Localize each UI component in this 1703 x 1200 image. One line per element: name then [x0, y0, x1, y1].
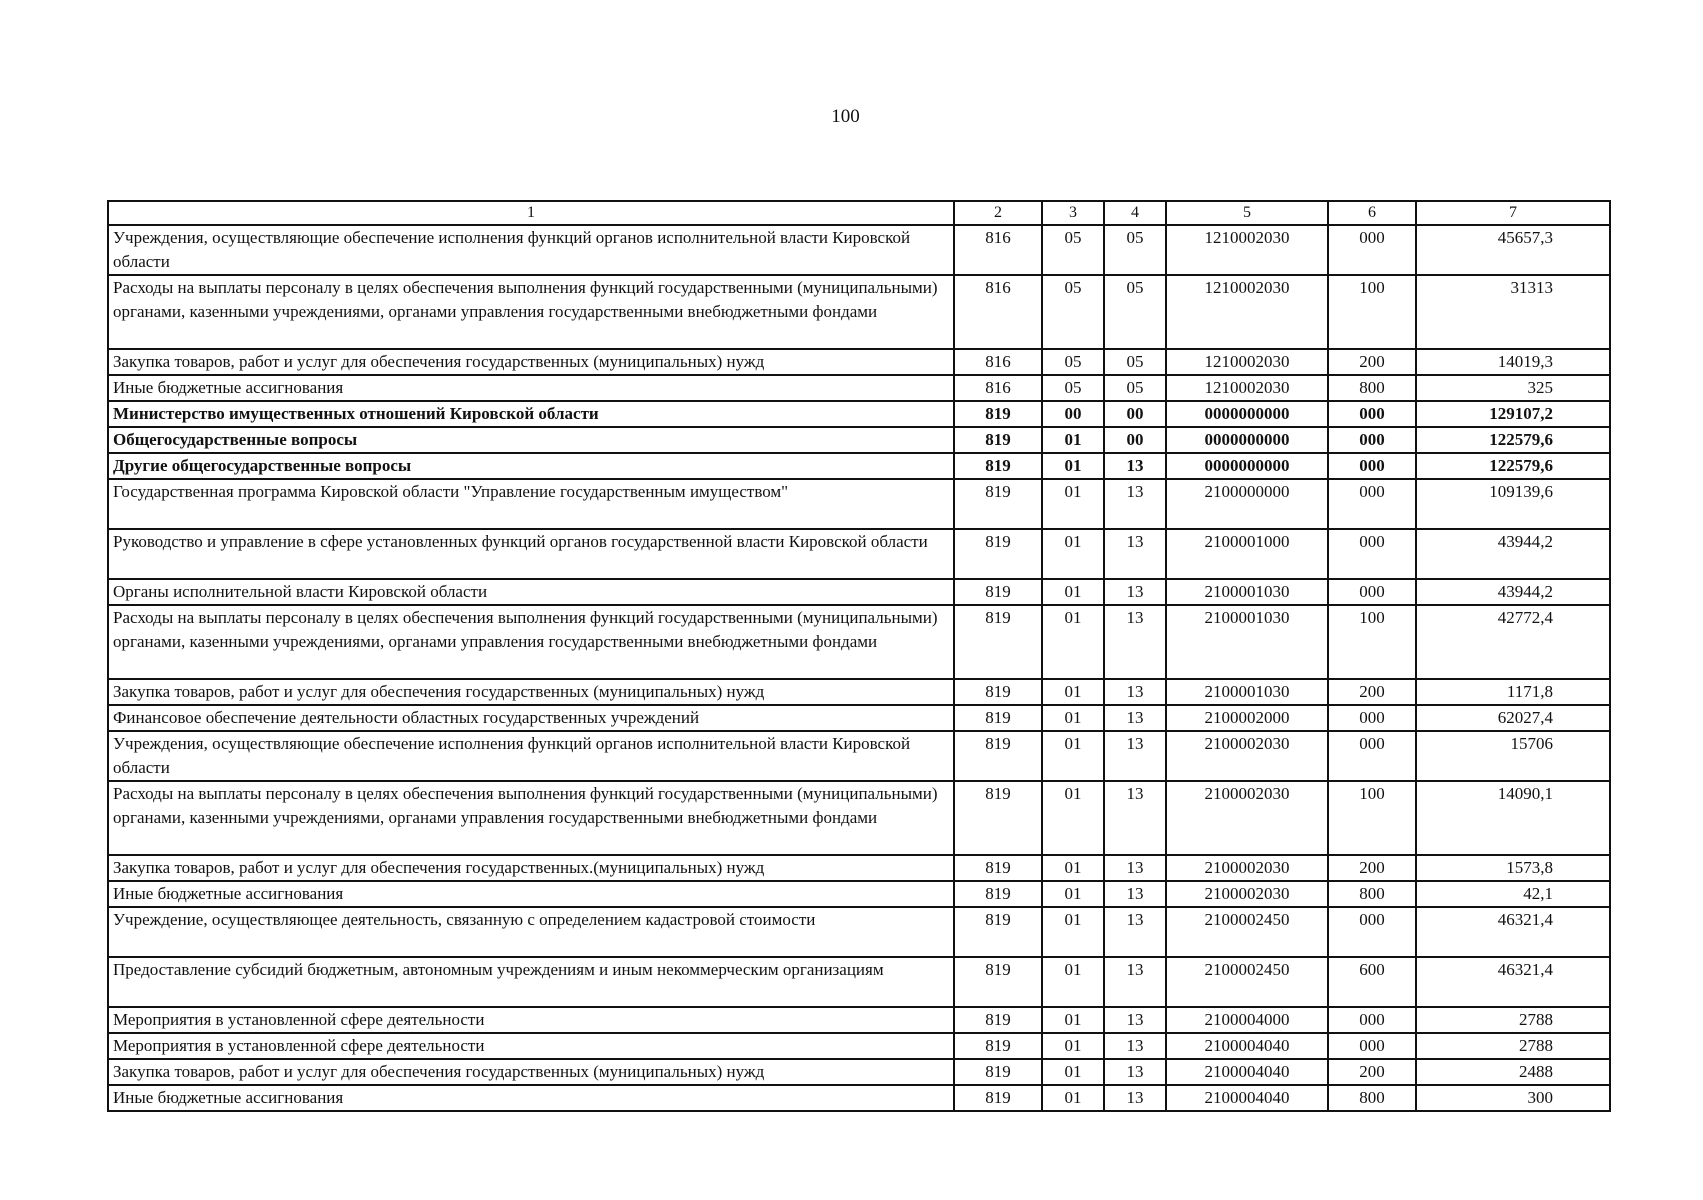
row-target-article-cell: 2100002030	[1166, 781, 1328, 855]
row-section-cell: 01	[1042, 1007, 1104, 1033]
row-section-cell: 01	[1042, 705, 1104, 731]
row-name-cell: Руководство и управление в сфере установленных функций органов государственной власти Кировской области	[108, 529, 954, 579]
row-subsection-cell: 05	[1104, 349, 1166, 375]
row-amount-cell: 14019,3	[1416, 349, 1610, 375]
row-expense-type-cell: 100	[1328, 605, 1416, 679]
row-subsection-cell: 13	[1104, 579, 1166, 605]
row-subsection-cell: 05	[1104, 375, 1166, 401]
row-subsection-cell: 13	[1104, 881, 1166, 907]
row-expense-type-cell: 000	[1328, 427, 1416, 453]
row-target-article-cell: 2100002450	[1166, 957, 1328, 1007]
row-name-cell: Иные бюджетные ассигнования	[108, 1085, 954, 1111]
row-name-cell: Мероприятия в установленной сфере деятельности	[108, 1033, 954, 1059]
row-amount-cell: 2788	[1416, 1007, 1610, 1033]
row-section-cell: 01	[1042, 479, 1104, 529]
row-code-cell: 819	[954, 427, 1042, 453]
row-amount-cell: 15706	[1416, 731, 1610, 781]
row-expense-type-cell: 800	[1328, 1085, 1416, 1111]
row-target-article-cell: 2100002030	[1166, 855, 1328, 881]
row-target-article-cell: 2100001030	[1166, 605, 1328, 679]
row-code-cell: 816	[954, 375, 1042, 401]
row-section-cell: 05	[1042, 225, 1104, 275]
table-row	[108, 1007, 1610, 1033]
row-expense-type-cell: 200	[1328, 679, 1416, 705]
table-row	[108, 427, 1610, 453]
table-row	[108, 881, 1610, 907]
row-target-article-cell: 0000000000	[1166, 401, 1328, 427]
row-section-cell: 05	[1042, 349, 1104, 375]
row-section-cell: 01	[1042, 907, 1104, 957]
row-name-cell: Учреждение, осуществляющее деятельность, связанную с определением кадастровой стоимости	[108, 907, 954, 957]
row-amount-cell: 2788	[1416, 1033, 1610, 1059]
row-subsection-cell: 13	[1104, 679, 1166, 705]
row-subsection-cell: 13	[1104, 1085, 1166, 1111]
table-body	[108, 225, 1610, 1111]
row-code-cell: 819	[954, 1085, 1042, 1111]
row-subsection-cell: 05	[1104, 275, 1166, 349]
row-section-cell: 01	[1042, 957, 1104, 1007]
row-target-article-cell: 1210002030	[1166, 375, 1328, 401]
row-expense-type-cell: 200	[1328, 855, 1416, 881]
table-row	[108, 1085, 1610, 1111]
row-section-cell: 05	[1042, 275, 1104, 349]
row-amount-cell: 1573,8	[1416, 855, 1610, 881]
row-section-cell: 01	[1042, 1085, 1104, 1111]
row-section-cell: 01	[1042, 579, 1104, 605]
row-target-article-cell: 1210002030	[1166, 225, 1328, 275]
row-name-cell: Финансовое обеспечение деятельности областных государственных учреждений	[108, 705, 954, 731]
row-expense-type-cell: 000	[1328, 401, 1416, 427]
row-expense-type-cell: 000	[1328, 907, 1416, 957]
row-section-cell: 01	[1042, 855, 1104, 881]
row-amount-cell: 14090,1	[1416, 781, 1610, 855]
table-row	[108, 275, 1610, 349]
header-cell: 4	[1104, 201, 1166, 225]
header-cell: 6	[1328, 201, 1416, 225]
row-expense-type-cell: 200	[1328, 349, 1416, 375]
row-name-cell: Органы исполнительной власти Кировской области	[108, 579, 954, 605]
row-amount-cell: 46321,4	[1416, 907, 1610, 957]
table-row	[108, 907, 1610, 957]
row-name-cell: Другие общегосударственные вопросы	[108, 453, 954, 479]
row-subsection-cell: 05	[1104, 225, 1166, 275]
table-row	[108, 225, 1610, 275]
row-section-cell: 01	[1042, 427, 1104, 453]
row-target-article-cell: 1210002030	[1166, 349, 1328, 375]
row-expense-type-cell: 000	[1328, 1033, 1416, 1059]
row-section-cell: 01	[1042, 1059, 1104, 1085]
table-row	[108, 529, 1610, 579]
row-name-cell: Закупка товаров, работ и услуг для обеспечения государственных (муниципальных) нужд	[108, 349, 954, 375]
row-code-cell: 819	[954, 401, 1042, 427]
row-name-cell: Общегосударственные вопросы	[108, 427, 954, 453]
row-name-cell: Закупка товаров, работ и услуг для обеспечения государственных.(муниципальных) нужд	[108, 855, 954, 881]
row-subsection-cell: 13	[1104, 781, 1166, 855]
row-amount-cell: 300	[1416, 1085, 1610, 1111]
table-row	[108, 453, 1610, 479]
row-name-cell: Государственная программа Кировской области "Управление государственным имуществом"	[108, 479, 954, 529]
row-target-article-cell: 2100001030	[1166, 679, 1328, 705]
row-expense-type-cell: 000	[1328, 579, 1416, 605]
row-code-cell: 819	[954, 679, 1042, 705]
row-subsection-cell: 13	[1104, 705, 1166, 731]
table-row	[108, 705, 1610, 731]
table-row	[108, 375, 1610, 401]
row-subsection-cell: 13	[1104, 453, 1166, 479]
row-target-article-cell: 2100004040	[1166, 1085, 1328, 1111]
row-amount-cell: 45657,3	[1416, 225, 1610, 275]
row-amount-cell: 42772,4	[1416, 605, 1610, 679]
row-amount-cell: 43944,2	[1416, 579, 1610, 605]
row-expense-type-cell: 000	[1328, 479, 1416, 529]
row-amount-cell: 43944,2	[1416, 529, 1610, 579]
row-target-article-cell: 2100000000	[1166, 479, 1328, 529]
row-section-cell: 01	[1042, 781, 1104, 855]
table-row	[108, 781, 1610, 855]
row-subsection-cell: 13	[1104, 1059, 1166, 1085]
row-expense-type-cell: 100	[1328, 781, 1416, 855]
row-name-cell: Закупка товаров, работ и услуг для обеспечения государственных (муниципальных) нужд	[108, 679, 954, 705]
row-code-cell: 819	[954, 1059, 1042, 1085]
row-target-article-cell: 2100004000	[1166, 1007, 1328, 1033]
row-code-cell: 816	[954, 275, 1042, 349]
row-amount-cell: 129107,2	[1416, 401, 1610, 427]
row-name-cell: Министерство имущественных отношений Кировской области	[108, 401, 954, 427]
row-section-cell: 01	[1042, 881, 1104, 907]
row-name-cell: Расходы на выплаты персоналу в целях обеспечения выполнения функций государственными (муниципальными) органами, казенными учреждениями, органами управления государственными внебюджетными фондами	[108, 275, 954, 349]
row-section-cell: 00	[1042, 401, 1104, 427]
row-amount-cell: 2488	[1416, 1059, 1610, 1085]
table-row	[108, 349, 1610, 375]
row-target-article-cell: 2100004040	[1166, 1059, 1328, 1085]
budget-table	[107, 200, 1611, 1112]
row-code-cell: 819	[954, 781, 1042, 855]
table-row	[108, 605, 1610, 679]
row-expense-type-cell: 000	[1328, 225, 1416, 275]
row-expense-type-cell: 100	[1328, 275, 1416, 349]
page-number-text: 100	[831, 106, 860, 127]
row-amount-cell: 46321,4	[1416, 957, 1610, 1007]
header-cell: 1	[108, 201, 954, 225]
row-name-cell: Мероприятия в установленной сфере деятельности	[108, 1007, 954, 1033]
row-amount-cell: 1171,8	[1416, 679, 1610, 705]
row-subsection-cell: 13	[1104, 479, 1166, 529]
row-target-article-cell: 2100002030	[1166, 731, 1328, 781]
header-cell: 3	[1042, 201, 1104, 225]
row-amount-cell: 325	[1416, 375, 1610, 401]
row-expense-type-cell: 000	[1328, 453, 1416, 479]
row-section-cell: 01	[1042, 731, 1104, 781]
row-amount-cell: 122579,6	[1416, 427, 1610, 453]
row-target-article-cell: 2100002030	[1166, 881, 1328, 907]
row-section-cell: 01	[1042, 453, 1104, 479]
row-subsection-cell: 13	[1104, 907, 1166, 957]
row-name-cell: Учреждения, осуществляющие обеспечение исполнения функций органов исполнительной власти Кировской области	[108, 225, 954, 275]
table-row	[108, 731, 1610, 781]
row-code-cell: 816	[954, 349, 1042, 375]
row-code-cell: 819	[954, 731, 1042, 781]
row-code-cell: 819	[954, 881, 1042, 907]
row-target-article-cell: 2100001030	[1166, 579, 1328, 605]
row-expense-type-cell: 200	[1328, 1059, 1416, 1085]
row-amount-cell: 122579,6	[1416, 453, 1610, 479]
row-name-cell: Расходы на выплаты персоналу в целях обеспечения выполнения функций государственными (муниципальными) органами, казенными учреждениями, органами управления государственными внебюджетными фондами	[108, 781, 954, 855]
row-expense-type-cell: 000	[1328, 529, 1416, 579]
row-code-cell: 819	[954, 957, 1042, 1007]
header-cell: 5	[1166, 201, 1328, 225]
row-target-article-cell: 0000000000	[1166, 427, 1328, 453]
row-subsection-cell: 13	[1104, 605, 1166, 679]
table-row	[108, 401, 1610, 427]
row-code-cell: 819	[954, 453, 1042, 479]
row-target-article-cell: 2100004040	[1166, 1033, 1328, 1059]
header-row	[108, 201, 1610, 225]
row-expense-type-cell: 800	[1328, 375, 1416, 401]
row-expense-type-cell: 000	[1328, 705, 1416, 731]
row-subsection-cell: 00	[1104, 427, 1166, 453]
row-section-cell: 05	[1042, 375, 1104, 401]
row-name-cell: Иные бюджетные ассигнования	[108, 881, 954, 907]
row-target-article-cell: 0000000000	[1166, 453, 1328, 479]
row-subsection-cell: 13	[1104, 855, 1166, 881]
page-number	[0, 106, 1703, 128]
row-name-cell: Закупка товаров, работ и услуг для обеспечения государственных (муниципальных) нужд	[108, 1059, 954, 1085]
row-code-cell: 819	[954, 907, 1042, 957]
row-subsection-cell: 13	[1104, 529, 1166, 579]
table-row	[108, 479, 1610, 529]
row-code-cell: 819	[954, 529, 1042, 579]
row-code-cell: 819	[954, 1007, 1042, 1033]
table-row	[108, 579, 1610, 605]
row-section-cell: 01	[1042, 679, 1104, 705]
row-code-cell: 819	[954, 579, 1042, 605]
row-expense-type-cell: 600	[1328, 957, 1416, 1007]
row-expense-type-cell: 000	[1328, 731, 1416, 781]
row-subsection-cell: 13	[1104, 1007, 1166, 1033]
row-subsection-cell: 13	[1104, 731, 1166, 781]
row-target-article-cell: 2100002000	[1166, 705, 1328, 731]
header-cell: 7	[1416, 201, 1610, 225]
row-code-cell: 819	[954, 605, 1042, 679]
row-code-cell: 819	[954, 705, 1042, 731]
row-target-article-cell: 2100001000	[1166, 529, 1328, 579]
row-subsection-cell: 00	[1104, 401, 1166, 427]
row-section-cell: 01	[1042, 1033, 1104, 1059]
row-code-cell: 819	[954, 1033, 1042, 1059]
row-amount-cell: 109139,6	[1416, 479, 1610, 529]
table-row	[108, 1059, 1610, 1085]
row-expense-type-cell: 000	[1328, 1007, 1416, 1033]
row-expense-type-cell: 800	[1328, 881, 1416, 907]
row-section-cell: 01	[1042, 605, 1104, 679]
row-name-cell: Расходы на выплаты персоналу в целях обеспечения выполнения функций государственными (муниципальными) органами, казенными учреждениями, органами управления государственными внебюджетными фондами	[108, 605, 954, 679]
row-amount-cell: 42,1	[1416, 881, 1610, 907]
table-row	[108, 679, 1610, 705]
row-subsection-cell: 13	[1104, 1033, 1166, 1059]
header-cell: 2	[954, 201, 1042, 225]
table-row	[108, 957, 1610, 1007]
table-row	[108, 855, 1610, 881]
row-code-cell: 819	[954, 479, 1042, 529]
row-code-cell: 819	[954, 855, 1042, 881]
row-amount-cell: 62027,4	[1416, 705, 1610, 731]
row-target-article-cell: 1210002030	[1166, 275, 1328, 349]
row-code-cell: 816	[954, 225, 1042, 275]
table-row	[108, 1033, 1610, 1059]
row-amount-cell: 31313	[1416, 275, 1610, 349]
row-target-article-cell: 2100002450	[1166, 907, 1328, 957]
row-subsection-cell: 13	[1104, 957, 1166, 1007]
row-name-cell: Иные бюджетные ассигнования	[108, 375, 954, 401]
row-section-cell: 01	[1042, 529, 1104, 579]
row-name-cell: Предоставление субсидий бюджетным, автономным учреждениям и иным некоммерческим организациям	[108, 957, 954, 1007]
row-name-cell: Учреждения, осуществляющие обеспечение исполнения функций органов исполнительной власти Кировской области	[108, 731, 954, 781]
